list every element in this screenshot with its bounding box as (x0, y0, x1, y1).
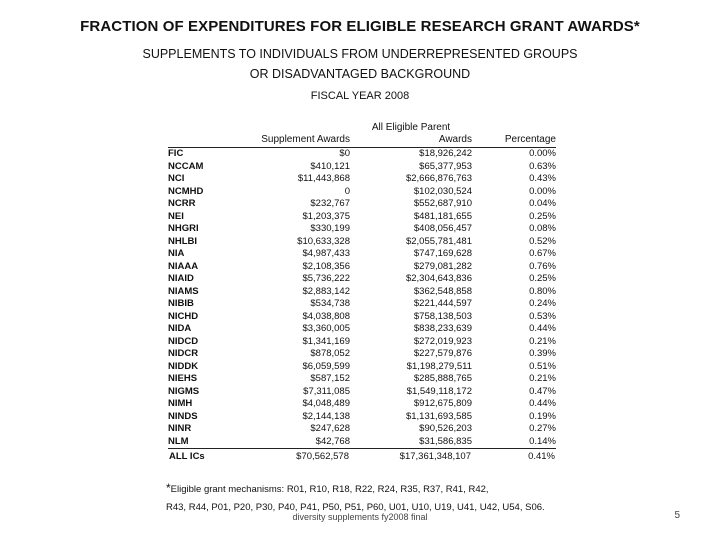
row-supplement: $0 (339, 148, 350, 159)
subtitle-line-1: SUPPLEMENTS TO INDIVIDUALS FROM UNDERREPRESENTED GROUPS (142, 47, 578, 61)
row-parent: $2,055,781,481 (405, 235, 472, 247)
page-title: FRACTION OF EXPENDITURES FOR ELIGIBLE RESEARCH GRANT AWARDS* (80, 18, 640, 35)
row-ic: NIGMS (168, 385, 200, 397)
row-percentage: 0.21% (529, 335, 556, 347)
row-percentage: 0.52% (529, 235, 556, 247)
row-ic: NIEHS (168, 373, 198, 384)
row-supplement: $2,144,138 (302, 410, 350, 422)
table-row (168, 148, 556, 161)
row-parent: $18,926,242 (419, 148, 472, 159)
row-supplement: $534,738 (310, 298, 350, 309)
table-row (168, 248, 556, 261)
row-supplement: $247,628 (310, 423, 350, 434)
row-supplement: $587,152 (310, 373, 350, 384)
table-row (168, 261, 556, 274)
row-ic: NHGRI (168, 223, 199, 234)
row-percentage: 0.44% (529, 323, 556, 334)
expenditures-table-container (168, 122, 556, 464)
table-row (168, 336, 556, 349)
row-parent: $285,888,765 (413, 373, 472, 384)
row-percentage: 0.76% (529, 260, 556, 272)
row-ic: NIBIB (168, 298, 194, 309)
row-percentage: 0.25% (529, 273, 556, 284)
footnote-line-1 (166, 479, 566, 499)
table-row (168, 286, 556, 299)
row-ic: NIDDK (168, 360, 199, 372)
table-row (168, 348, 556, 361)
row-supplement: $2,108,356 (302, 260, 350, 272)
row-ic: NIAID (168, 273, 194, 284)
row-parent: $2,304,643,836 (405, 273, 472, 284)
row-percentage: 0.21% (529, 373, 556, 384)
row-percentage: 0.04% (529, 198, 556, 209)
total-parent: $17,361,348,107 (350, 449, 472, 465)
row-percentage: 0.08% (529, 223, 556, 234)
row-ic: NIAMS (168, 285, 199, 297)
row-percentage: 0.19% (529, 410, 556, 422)
header-parent-awards (350, 122, 472, 148)
row-parent: $102,030,524 (413, 185, 472, 197)
row-parent: $221,444,597 (413, 298, 472, 309)
table-row (168, 373, 556, 386)
row-supplement: $4,038,808 (302, 310, 350, 322)
row-percentage: 0.47% (529, 385, 556, 397)
table-row (168, 173, 556, 186)
row-percentage: 0.80% (529, 285, 556, 297)
table-row (168, 436, 556, 449)
row-parent: $758,138,503 (413, 310, 472, 322)
row-parent: $408,056,457 (413, 223, 472, 234)
table-body (168, 148, 556, 449)
row-parent: $31,586,835 (419, 435, 472, 447)
row-supplement: $6,059,599 (302, 360, 350, 372)
table-row (168, 223, 556, 236)
row-parent: $912,675,809 (413, 398, 472, 409)
row-ic: NCRR (168, 198, 196, 209)
table-row (168, 311, 556, 324)
row-parent: $2,666,876,763 (405, 173, 472, 184)
total-percentage: 0.41% (472, 449, 556, 465)
header-parent-line-1: All Eligible Parent (371, 122, 451, 133)
row-supplement: $7,311,085 (303, 385, 350, 397)
row-ic: NCMHD (168, 185, 204, 197)
row-parent: $552,687,910 (413, 198, 472, 209)
row-percentage: 0.39% (529, 348, 556, 359)
row-ic: NINR (168, 423, 192, 434)
row-ic: NCCAM (168, 160, 204, 172)
table-total-row (168, 449, 556, 465)
row-supplement: $4,048,489 (302, 398, 350, 409)
row-parent: $1,131,693,585 (405, 410, 472, 422)
table-row (168, 411, 556, 424)
row-percentage: 0.00% (529, 185, 556, 197)
row-percentage: 0.63% (529, 160, 556, 172)
table-row (168, 298, 556, 311)
row-supplement: 0 (344, 185, 350, 197)
row-supplement: $330,199 (310, 223, 350, 234)
table-row (168, 211, 556, 224)
row-percentage: 0.25% (529, 210, 556, 222)
row-parent: $747,169,628 (413, 248, 472, 259)
row-ic: NLM (168, 435, 189, 447)
row-percentage: 0.24% (529, 298, 556, 309)
total-supplement: $70,562,578 (232, 449, 350, 465)
row-percentage: 0.00% (529, 148, 556, 159)
row-parent: $481,181,655 (413, 210, 472, 222)
row-ic: NHLBI (168, 235, 198, 247)
row-parent: $65,377,953 (419, 160, 472, 172)
table-row (168, 186, 556, 199)
table-row (168, 323, 556, 336)
page-subtitle (0, 44, 720, 84)
total-ic: ALL ICs (168, 449, 232, 465)
header-percentage: Percentage (472, 122, 556, 148)
footnote-text-1: Eligible grant mechanisms: R01, R10, R18, R22, R24, R35, R37, R41, R42, (170, 484, 489, 495)
row-parent: $279,081,282 (413, 260, 472, 272)
row-supplement: $1,203,375 (302, 210, 350, 222)
row-ic: NIMH (168, 398, 193, 409)
header-supplement-awards: Supplement Awards (232, 122, 350, 148)
row-percentage: 0.43% (529, 173, 556, 184)
row-supplement: $2,883,142 (302, 285, 350, 297)
row-ic: NIDCR (168, 348, 199, 359)
table-header-row (168, 122, 556, 148)
row-supplement: $3,360,005 (302, 323, 350, 334)
row-supplement: $4,987,433 (302, 248, 350, 259)
row-percentage: 0.53% (529, 310, 556, 322)
row-parent: $1,549,118,172 (406, 385, 472, 397)
row-ic: NEI (168, 210, 184, 222)
row-supplement: $11,443,868 (297, 173, 350, 184)
fiscal-year-label: FISCAL YEAR 2008 (310, 90, 410, 102)
table-row (168, 161, 556, 174)
row-supplement: $410,121 (310, 160, 350, 172)
row-parent: $838,233,639 (413, 323, 472, 334)
row-ic: NCI (168, 173, 185, 184)
row-ic: NIA (168, 248, 185, 259)
row-percentage: 0.27% (529, 423, 556, 434)
row-ic: NIAAA (168, 260, 199, 272)
table-row (168, 273, 556, 286)
row-percentage: 0.44% (529, 398, 556, 409)
row-ic: NICHD (168, 310, 199, 322)
row-parent: $1,198,279,511 (406, 360, 472, 372)
row-supplement: $5,736,222 (302, 273, 350, 284)
footer-filename: diversity supplements fy2008 final (292, 512, 428, 522)
row-ic: FIC (168, 148, 184, 159)
row-ic: NIDCD (168, 335, 199, 347)
footnote-star: * (166, 481, 171, 495)
row-percentage: 0.67% (529, 248, 556, 259)
table-row (168, 398, 556, 411)
header-parent-line-2: Awards (438, 134, 472, 145)
row-ic: NIDA (168, 323, 192, 334)
table-row (168, 423, 556, 436)
row-parent: $227,579,876 (413, 348, 472, 359)
table-row (168, 198, 556, 211)
row-parent: $90,526,203 (419, 423, 472, 434)
row-percentage: 0.51% (529, 360, 556, 372)
footnote-line-2: R43, R44, P01, P20, P30, P40, P41, P50, P51, P60, U01, U10, U19, U41, U42, U54, S06. (166, 502, 545, 513)
row-supplement: $42,768 (315, 435, 350, 447)
table-row (168, 361, 556, 374)
row-parent: $272,019,923 (413, 335, 472, 347)
page-number: 5 (674, 510, 680, 521)
row-parent: $362,548,858 (413, 285, 472, 297)
table-row (168, 236, 556, 249)
row-supplement: $232,767 (310, 198, 350, 209)
subtitle-line-2: OR DISADVANTAGED BACKGROUND (249, 67, 471, 81)
expenditures-table (168, 122, 556, 464)
row-ic: NINDS (168, 410, 198, 422)
header-ic (168, 122, 232, 148)
row-supplement: $878,052 (310, 348, 350, 359)
row-supplement: $10,633,328 (297, 235, 350, 247)
row-supplement: $1,341,169 (302, 335, 350, 347)
table-row (168, 386, 556, 399)
row-percentage: 0.14% (529, 435, 556, 447)
